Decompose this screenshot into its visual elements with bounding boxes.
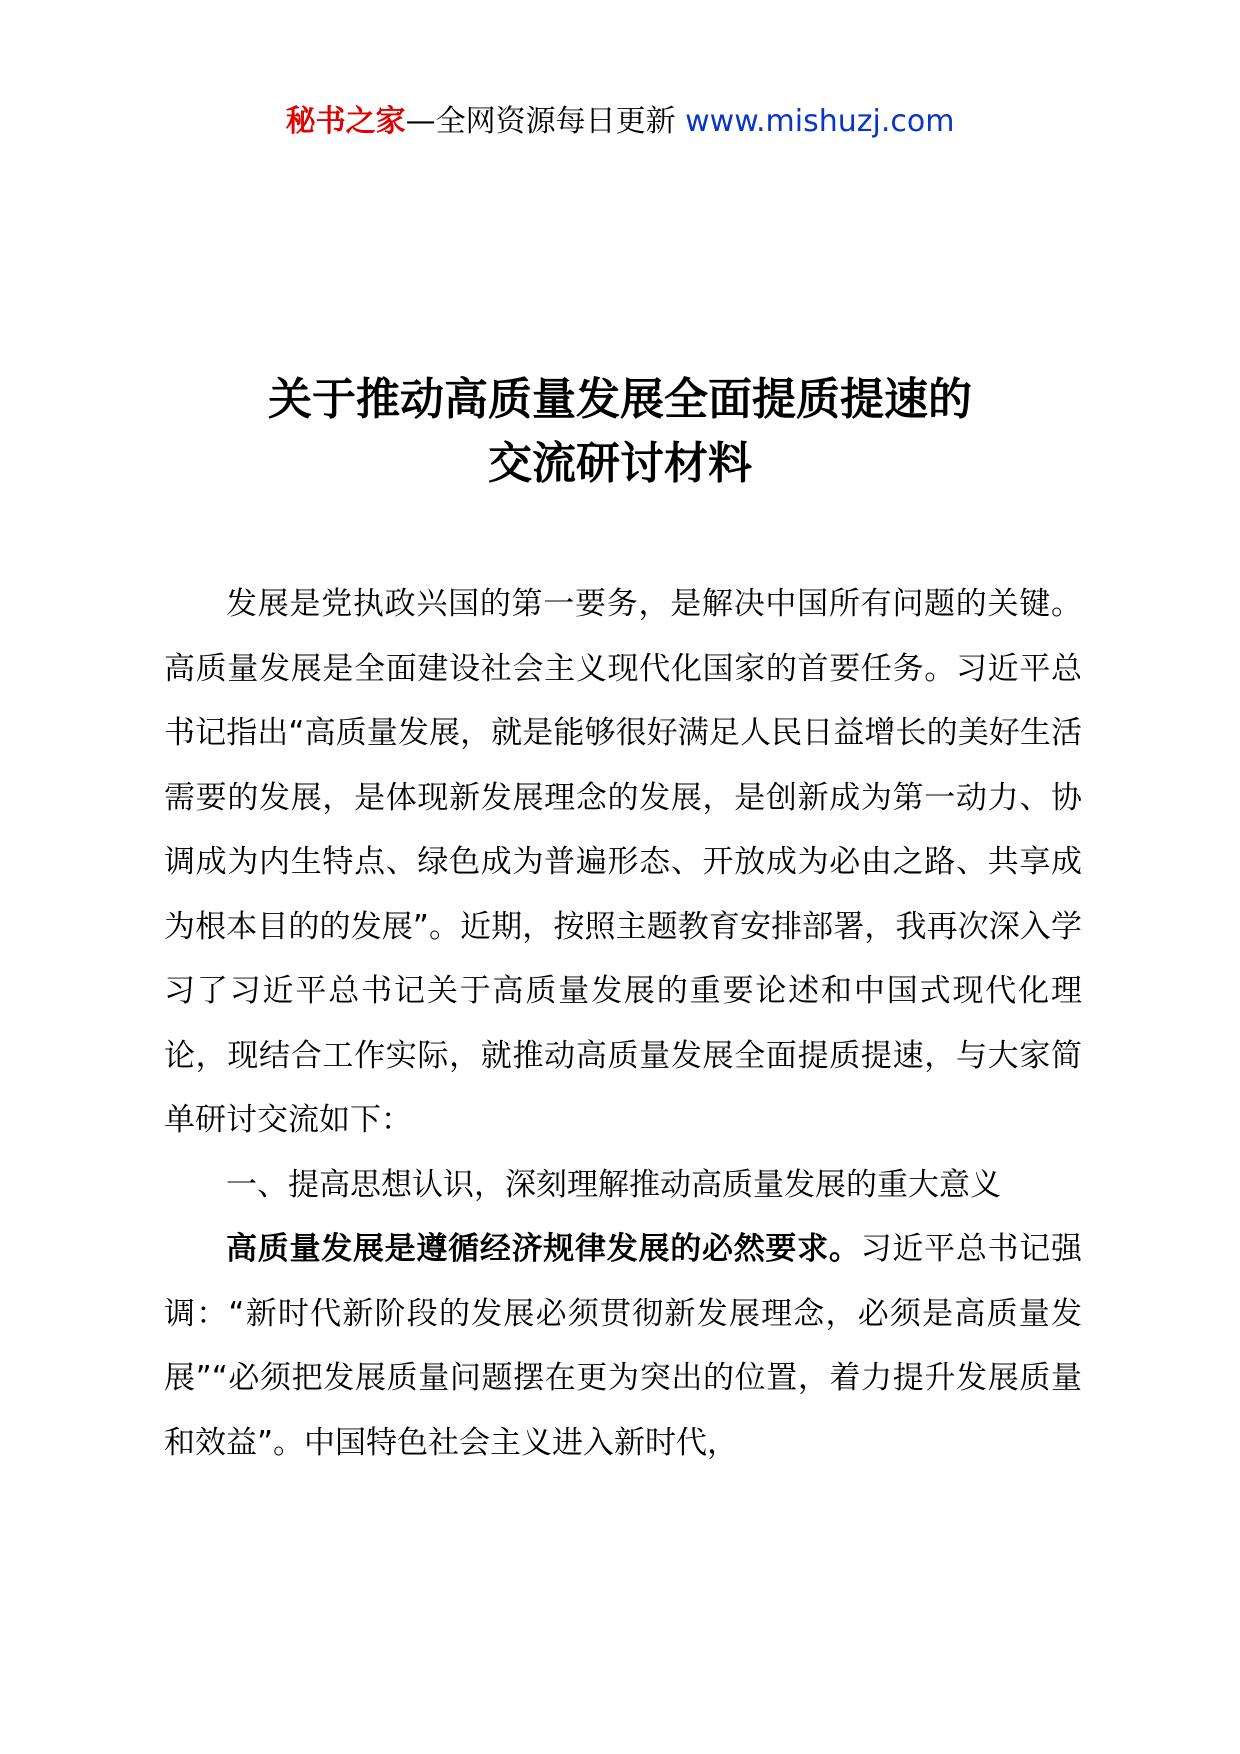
document-title bbox=[0, 368, 1240, 496]
paragraph-lead-sentence: 高质量发展是遵循经济规律发展的必然要求。 bbox=[226, 1231, 861, 1267]
intro-paragraph: 发展是党执政兴国的第一要务，是解决中国所有问题的关键。高质量发展是全面建设社会主义现代化国家的首要任务。习近平总书记指出“高质量发展，就是能够很好满足人民日益增长的美好生活需要的发展，是体现新发展理念的发展，是创新成为第一动力、协调成为内生特点、绿色成为普遍形态、开放成为必由之路、共享成为根本目的的发展”。近期，按照主题教育安排部署，我再次深入学习了习近平总书记关于高质量发展的重要论述和中国式现代化理论，现结合工作实际，就推动高质量发展全面提质提速，与大家简单研讨交流如下： bbox=[164, 586, 1082, 1138]
paragraph-rest: 习近平总书记强调：“新时代新阶段的发展必须贯彻新发展理念，必须是高质量发展”“必须把发展质量问题摆在更为突出的位置，着力提升发展质量和效益”。中国特色社会主义进入新时代， bbox=[164, 1231, 1083, 1461]
site-brand: 秘书之家 bbox=[285, 104, 406, 139]
site-header bbox=[0, 100, 1240, 144]
section-heading-1: 一、提高思想认识，深刻理解推动高质量发展的重大意义 bbox=[226, 1166, 1001, 1203]
site-url-link[interactable]: www.mishuzj.com bbox=[685, 104, 955, 139]
title-line-2: 交流研讨材料 bbox=[488, 438, 752, 489]
title-line-1: 关于推动高质量发展全面提质提速的 bbox=[268, 374, 972, 425]
body-paragraph-2 bbox=[164, 1217, 1082, 1475]
site-tagline: —全网资源每日更新 bbox=[405, 104, 686, 139]
document-body bbox=[164, 572, 1082, 1475]
